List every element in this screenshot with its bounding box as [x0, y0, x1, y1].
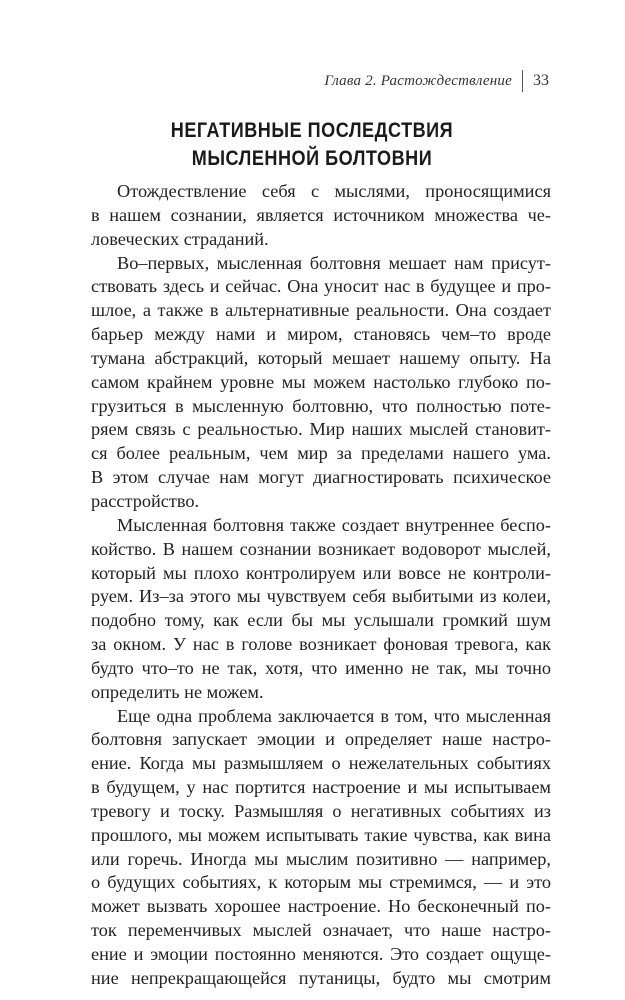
text-line: ся более реальным, чем мир за пределами нашего ума. [91, 443, 551, 464]
text-line: тревогу и тоску. Размышляя о негативных событиях из [91, 800, 551, 821]
paragraph [91, 252, 551, 514]
text-line: ловеческих страданий. [91, 228, 269, 249]
running-head [324, 70, 549, 92]
text-line: Мысленная болтовня также создает внутреннее беспо- [117, 514, 551, 535]
text-line: ряем связь с реальностью. Мир наших мыслей становит- [91, 419, 551, 440]
text-line: Еще одна проблема заключается в том, что мысленная [117, 705, 551, 726]
text-line: определить не можем. [91, 681, 264, 702]
text-line: который мы плохо контролируем или вовсе не контроли- [91, 562, 551, 583]
header-separator [522, 70, 523, 92]
text-line: грузиться в мысленную болтовню, что полностью поте- [91, 395, 551, 416]
paragraph [91, 705, 551, 991]
chapter-title: Глава 2. Растождествление [324, 72, 512, 89]
section-heading [108, 117, 516, 173]
text-line: самом крайнем уровне мы можем настолько глубоко по- [91, 371, 551, 392]
section-heading-line: НЕГАТИВНЫЕ ПОСЛЕДСТВИЯ [170, 119, 454, 142]
paragraph [91, 514, 551, 705]
text-line: в будущем, у нас портится настроение и мы испытываем [91, 777, 551, 798]
text-line: о будущих событиях, к которым мы стремимся, — и это [91, 872, 551, 893]
text-line: шлое, а также в альтернативные реальности. Она создает [91, 300, 551, 321]
text-line: болтовня запускает эмоции и определяет наше настро- [91, 729, 551, 750]
body-text [91, 180, 551, 991]
text-line: тумана абстракций, который мешает нашему опыту. На [91, 347, 551, 368]
text-line: руем. Из–за этого мы чувствуем себя выбитыми из колеи, [91, 586, 551, 607]
text-line: будто что–то не так, хотя, что именно не так, мы точно [91, 657, 551, 678]
text-line: в нашем сознании, является источником множества че- [91, 204, 551, 225]
section-heading-line: МЫСЛЕННОЙ БОЛТОВНИ [191, 147, 433, 170]
text-line: барьер между нами и миром, становясь чем–то вроде [91, 324, 551, 345]
text-line: или горечь. Иногда мы мыслим позитивно — например, [91, 848, 551, 869]
text-line: ствовать здесь и сейчас. Она уносит нас в будущее и про- [91, 276, 551, 297]
paragraph [91, 180, 551, 252]
text-line: койство. В нашем сознании возникает водоворот мыслей, [91, 538, 551, 559]
text-line: ние непрекращающейся путаницы, будто мы смотрим [91, 967, 551, 988]
text-line: Во–первых, мысленная болтовня мешает нам присут- [117, 252, 551, 273]
page-number: 33 [533, 72, 549, 89]
text-line: ение. Когда мы размышляем о нежелательных событиях [91, 753, 551, 774]
text-line: прошлого, мы можем испытывать такие чувства, как вина [91, 824, 551, 845]
text-line: за окном. У нас в голове возникает фоновая тревога, как [91, 634, 551, 655]
text-line: Отождествление себя с мыслями, проносящимися [117, 181, 551, 201]
text-line: ток переменчивых мыслей означает, что наше настро- [91, 920, 551, 941]
text-line: ение и эмоции постоянно меняются. Это создает ощуще- [91, 944, 551, 964]
text-line: может вызвать хорошее настроение. Но бесконечный по- [91, 896, 551, 917]
text-line: подобно тому, как если бы мы услышали громкий шум [91, 610, 551, 631]
text-line: В этом случае нам могут диагностировать психическое [91, 467, 551, 488]
text-line: расстройство. [91, 490, 200, 511]
